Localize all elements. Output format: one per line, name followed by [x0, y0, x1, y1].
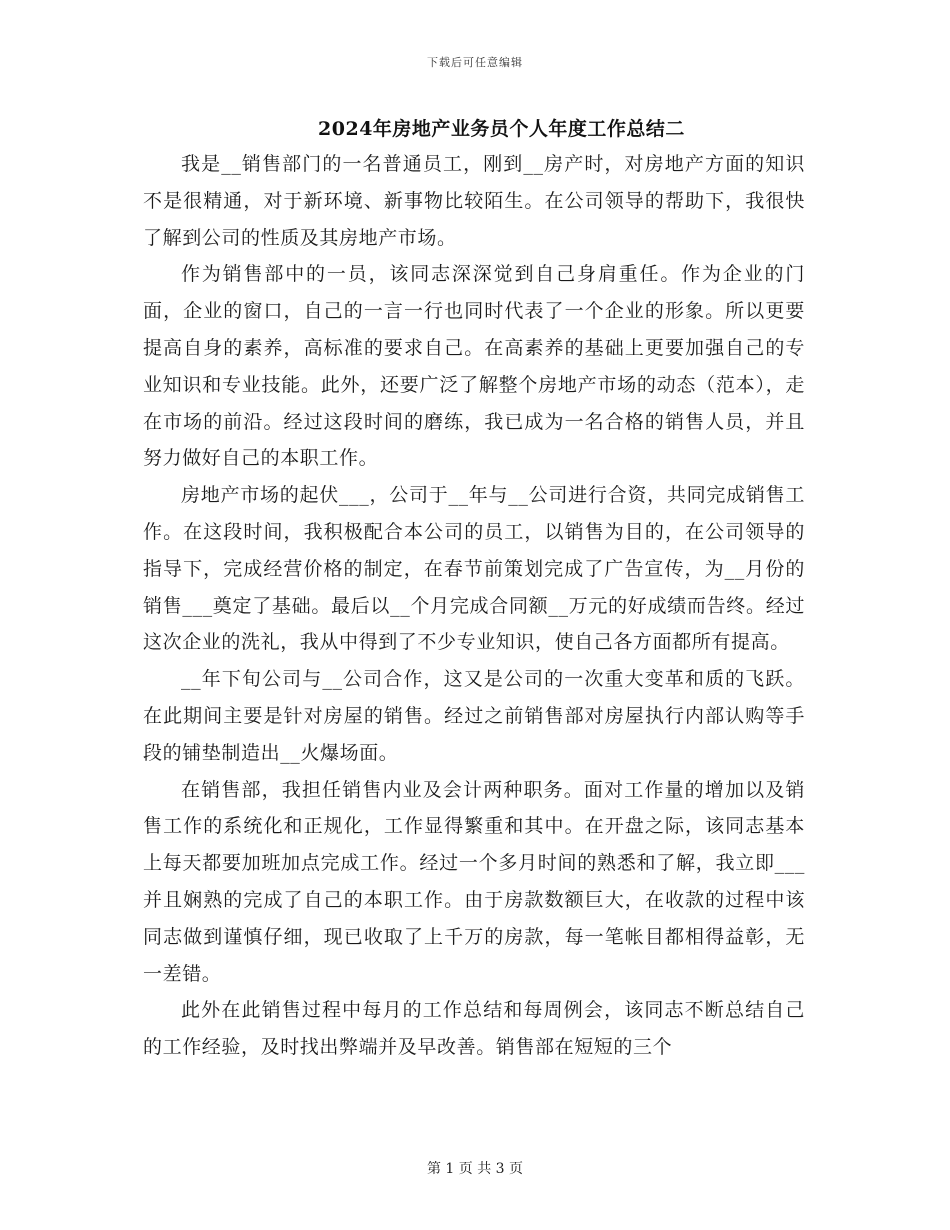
paragraph-4: __年下旬公司与__公司合作，这又是公司的一次重大变革和质的飞跃。在此期间主要是针对房屋的销售。经过之前销售部对房屋执行内部认购等手段的铺垫制造出__火爆场面。 — [143, 668, 805, 764]
paragraph-2: 作为销售部中的一员，该同志深深觉到自己身肩重任。作为企业的门面，企业的窗口，自己的一言一行也同时代表了一个企业的形象。所以更要提高自身的素养，高标准的要求自己。在高素养的基础上更要加强自己的专业知识和专业技能。此外，还要广泛了解整个房地产市场的动态（范本），走在市场的前沿。经过这段时间的磨练，我已成为一名合格的销售人员，并且努力做好自己的本职工作。 — [143, 263, 805, 470]
paragraph-6: 此外在此销售过程中每月的工作总结和每周例会，该同志不断总结自己的工作经验，及时找出弊端并及早改善。销售部在短短的三个 — [143, 999, 805, 1059]
document-title: 2024年房地产业务员个人年度工作总结二 — [318, 118, 685, 140]
page-footer: 第 1 页 共 3 页 — [426, 1161, 524, 1177]
paragraph-1: 我是__销售部门的一名普通员工，刚到__房产时，对房地产方面的知识不是很精通，对于新环境、新事物比较陌生。在公司领导的帮助下，我很快了解到公司的性质及其房地产市场。 — [143, 153, 805, 249]
header-note: 下载后可任意编辑 — [427, 56, 523, 69]
paragraph-5: 在销售部，我担任销售内业及会计两种职务。面对工作量的增加以及销售工作的系统化和正规化，工作显得繁重和其中。在开盘之际，该同志基本上每天都要加班加点完成工作。经过一个多月时间的熟悉和了解，我立即___并且娴熟的完成了自己的本职工作。由于房款数额巨大，在收款的过程中该同志做到谨慎仔细，现已收取了上千万的房款，每一笔帐目都相得益彰，无一差错。 — [143, 778, 805, 985]
paragraph-3: 房地产市场的起伏___，公司于__年与__公司进行合资，共同完成销售工作。在这段时间，我积极配合本公司的员工，以销售为目的，在公司领导的指导下，完成经营价格的制定，在春节前策划完成了广告宣传，为__月份的销售___奠定了基础。最后以__个月完成合同额__万元的好成绩而告终。经过这次企业的洗礼，我从中得到了不少专业知识，使自己各方面都所有提高。 — [143, 484, 805, 654]
document-body — [143, 146, 805, 1066]
